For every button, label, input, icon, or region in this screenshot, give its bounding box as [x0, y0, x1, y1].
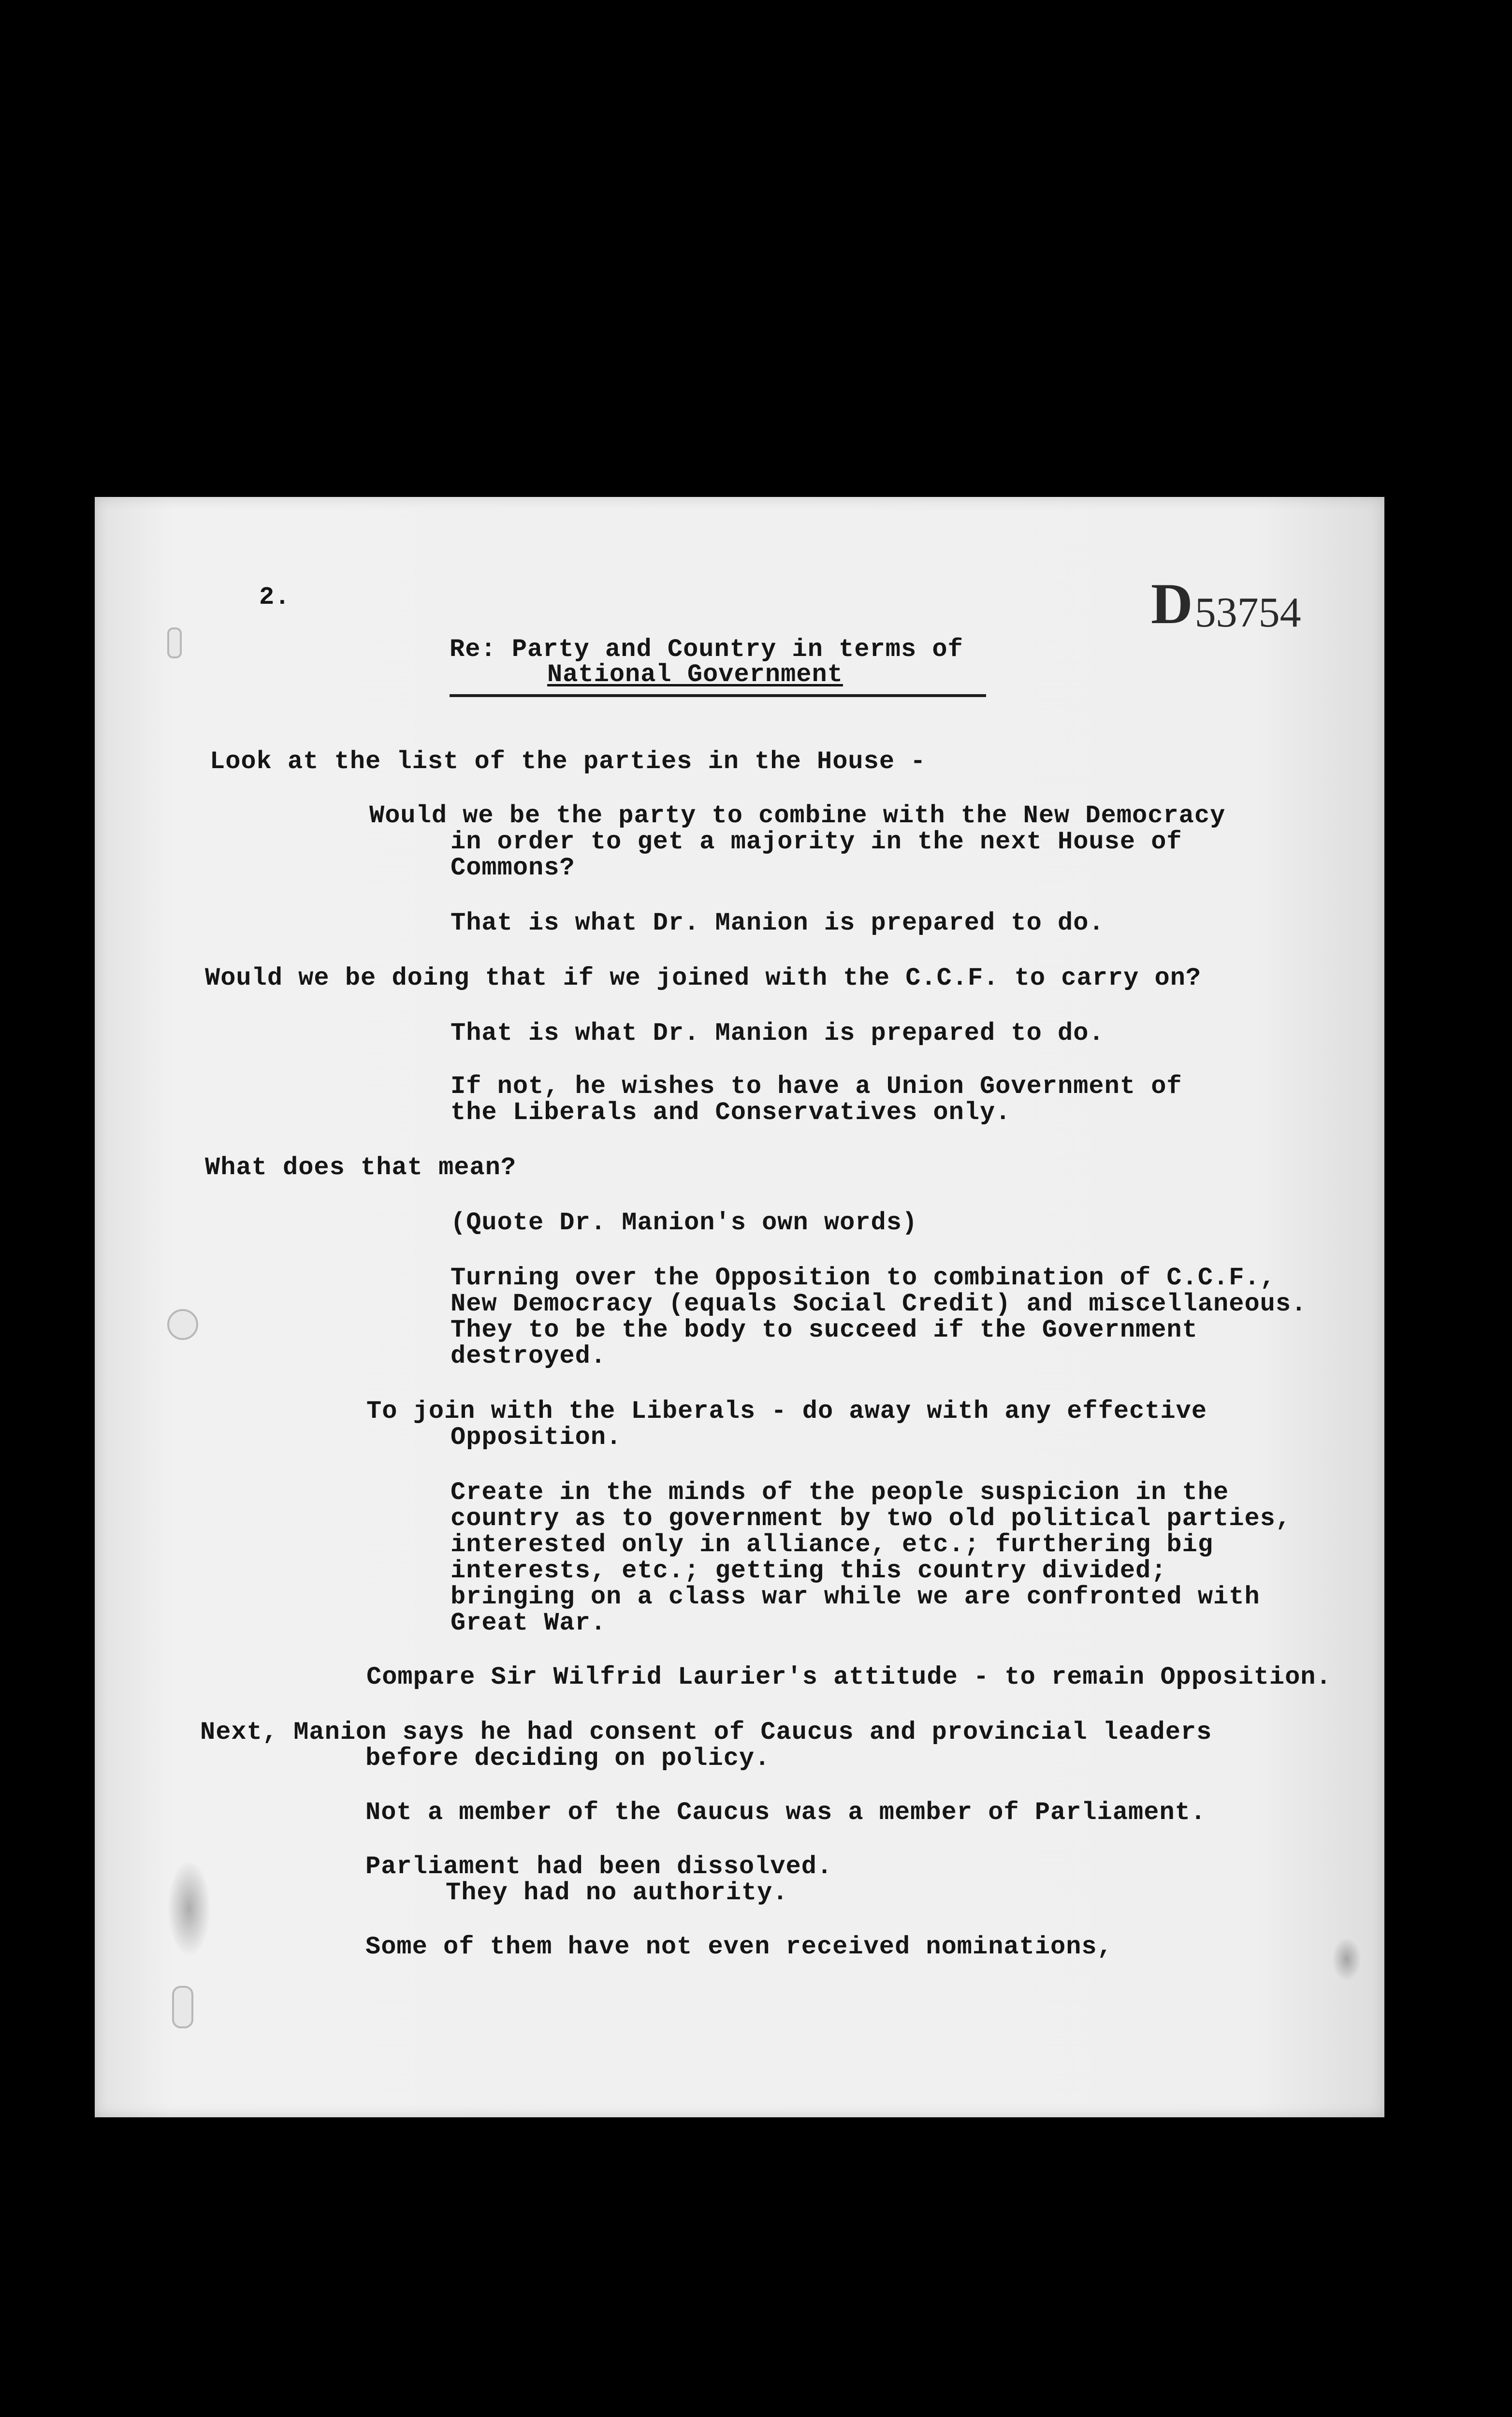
body-line: If not, he wishes to have a Union Government of: [451, 1072, 1182, 1101]
body-line: Would we be the party to combine with the New Democracy: [369, 801, 1226, 830]
heading-line-1: Re: Party and Country in terms of: [450, 635, 963, 664]
body-line: Create in the minds of the people suspicion in the: [451, 1478, 1229, 1507]
document-id-prefix: D: [1151, 571, 1193, 636]
body-line: New Democracy (equals Social Credit) and miscellaneous.: [451, 1290, 1307, 1318]
body-line: Look at the list of the parties in the House -: [210, 747, 926, 776]
body-line: destroyed.: [451, 1342, 607, 1370]
body-line: (Quote Dr. Manion's own words): [451, 1208, 918, 1237]
body-line: Opposition.: [451, 1423, 622, 1452]
punch-hole: [167, 627, 182, 658]
body-line: That is what Dr. Manion is prepared to do.: [451, 1019, 1105, 1048]
body-line: Commons?: [451, 854, 575, 882]
body-line: Parliament had been dissolved.: [365, 1852, 833, 1881]
page-number: 2.: [259, 583, 291, 612]
body-line: Great War.: [451, 1609, 607, 1637]
body-line: Would we be doing that if we joined with the C.C.F. to carry on?: [205, 964, 1202, 992]
body-line: They to be the body to succeed if the Government: [451, 1316, 1198, 1344]
body-line: Compare Sir Wilfrid Laurier's attitude - to remain Opposition.: [366, 1663, 1332, 1691]
body-line: Next, Manion says he had consent of Caucus and provincial leaders: [200, 1718, 1212, 1747]
body-line: What does that mean?: [205, 1153, 517, 1182]
punch-hole: [167, 1309, 198, 1340]
typed-document-sheet: [95, 497, 1384, 2117]
body-line: country as to government by two old political parties,: [451, 1504, 1292, 1533]
scan-smudge: [167, 1860, 211, 1957]
document-id-number: 53754: [1194, 589, 1301, 636]
body-line: To join with the Liberals - do away with any effective: [366, 1397, 1207, 1426]
heading-underline: [450, 694, 986, 697]
scan-smudge: [1332, 1937, 1361, 1981]
body-line: Turning over the Opposition to combination of C.C.F.,: [451, 1264, 1276, 1292]
body-line: Some of them have not even received nominations,: [365, 1933, 1113, 1961]
heading-line-2: National Government: [547, 660, 843, 689]
body-line: bringing on a class war while we are confronted with: [451, 1583, 1260, 1611]
body-line: in order to get a majority in the next House of: [451, 828, 1182, 856]
body-line: the Liberals and Conservatives only.: [451, 1098, 1011, 1127]
body-line: interested only in alliance, etc.; furthering big: [451, 1530, 1214, 1559]
body-line: That is what Dr. Manion is prepared to do.: [451, 909, 1105, 937]
document-id-stamp: [1151, 570, 1301, 637]
punch-hole: [172, 1986, 193, 2028]
body-line: before deciding on policy.: [365, 1744, 771, 1773]
body-line: They had no authority.: [446, 1878, 788, 1907]
body-line: interests, etc.; getting this country divided;: [451, 1557, 1167, 1585]
body-line: Not a member of the Caucus was a member of Parliament.: [365, 1798, 1207, 1827]
